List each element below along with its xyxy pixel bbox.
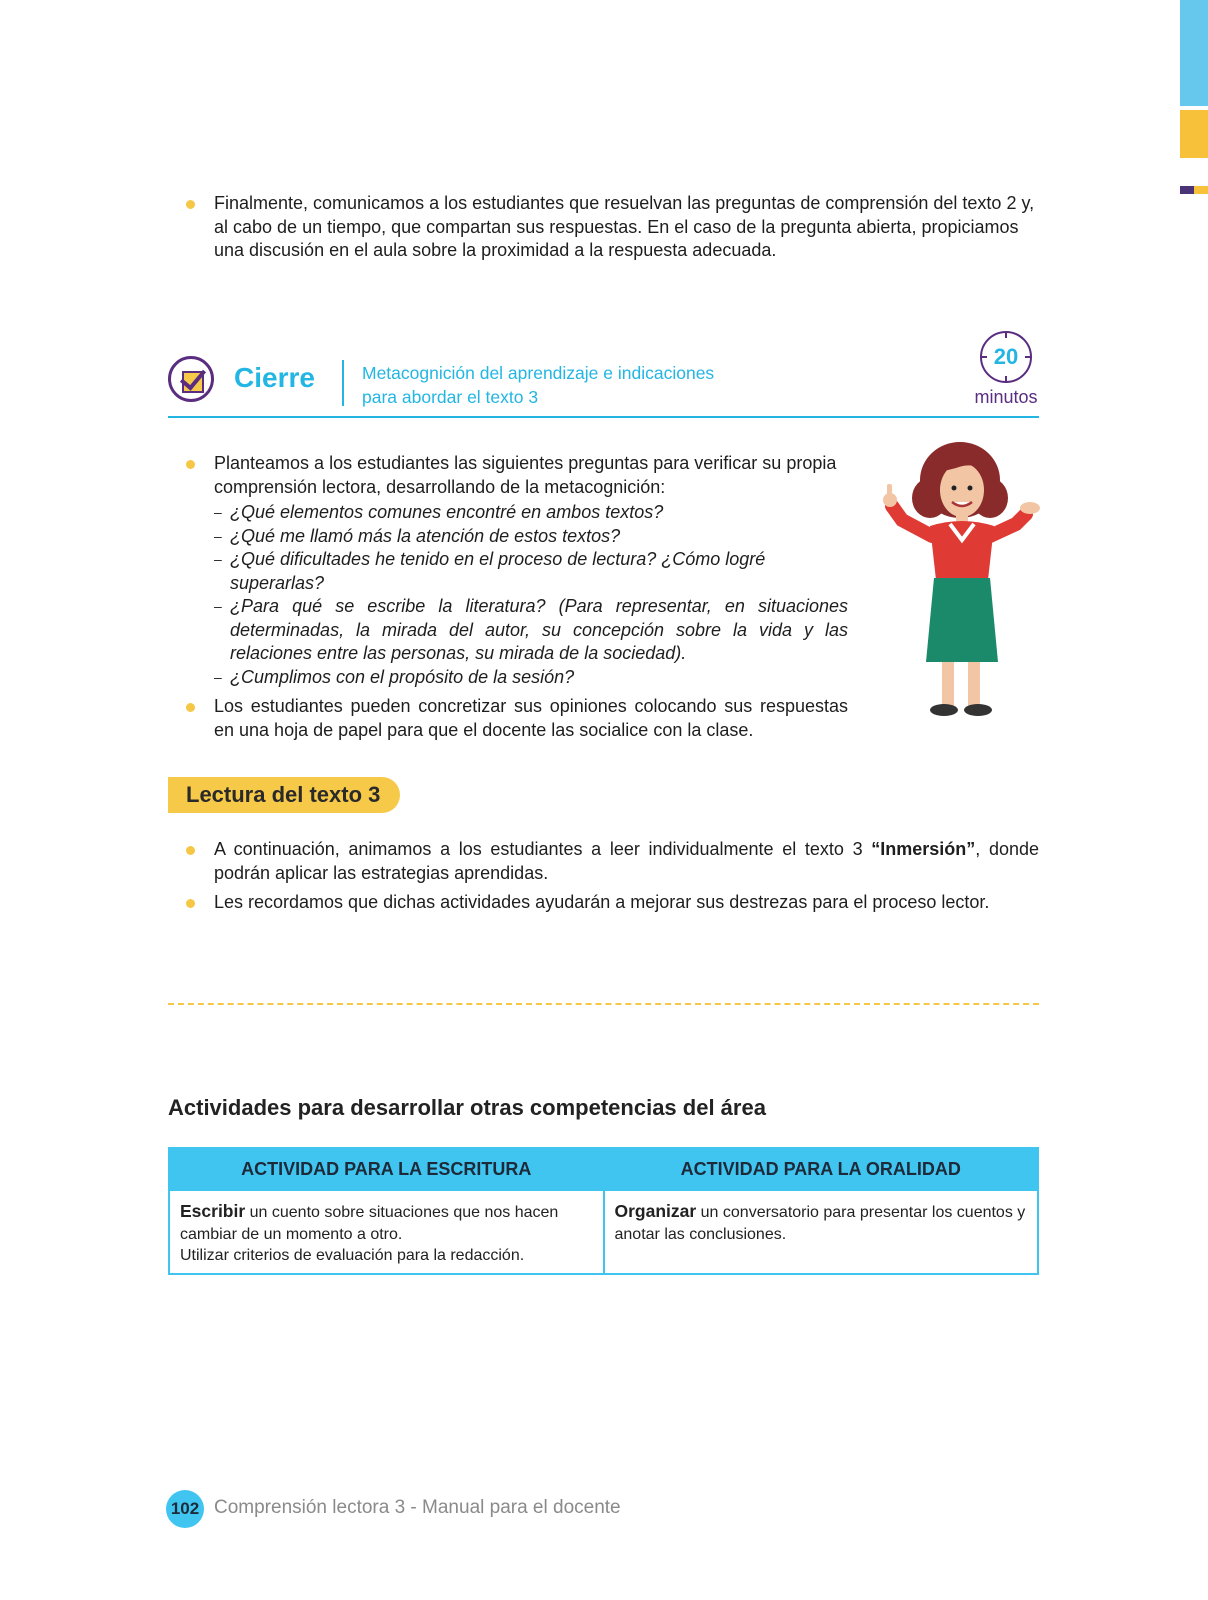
footer-title: Comprensión lectora 3 - Manual para el docente: [214, 1497, 621, 1518]
edge-tab-blue: [1180, 0, 1208, 106]
escritura-text: un cuento sobre situaciones que nos hacen cambiar de un momento a otro.: [180, 1204, 559, 1243]
timer-unit: minutos: [974, 387, 1038, 407]
section-divider: [168, 1003, 1039, 1005]
lectura-bullet-inmersion: [184, 838, 1039, 885]
cierre-bullet-opinions: Los estudiantes pueden concretizar sus opiniones colocando sus respuestas en una hoja de papel para que el docente las socialice con la clase.: [184, 695, 848, 742]
cierre-divider: [342, 360, 344, 406]
edge-mark-purple: [1180, 186, 1194, 194]
lectura-bullet-list: [184, 838, 1039, 921]
metacognition-question-list: [214, 501, 848, 689]
question-item: – ¿Qué elementos comunes encontré en ambos textos?: [214, 501, 848, 525]
lectura-bullet-destrezas: Les recordamos que dichas actividades ayudarán a mejorar sus destrezas para el proceso lector.: [184, 891, 1039, 915]
cierre-underline: [168, 416, 1039, 418]
actividades-title: Actividades para desarrollar otras competencias del área: [168, 1095, 766, 1120]
intro-bullet: Finalmente, comunicamos a los estudiantes que resuelvan las preguntas de comprensión del texto 2 y, al cabo de un tiempo, que compartan sus respuestas. En el caso de la pregunta abierta, propiciamos una discusión en el aula sobre la proximidad a la respuesta adecuada.: [184, 192, 1039, 263]
lectura-badge-label: Lectura del texto 3: [186, 782, 381, 807]
cell-oralidad: [604, 1190, 1039, 1274]
escritura-verb: Escribir: [180, 1201, 246, 1221]
cierre-title: Cierre: [234, 362, 315, 393]
teacher-illustration: [880, 440, 1040, 730]
cierre-bullet-list: [184, 452, 848, 748]
page-number: 102: [166, 1490, 204, 1528]
lectura-text-title: “Inmersión”: [871, 839, 976, 859]
lectura-bullet-pre: A continuación, animamos a los estudiantes a leer individualmente el texto 3: [214, 839, 872, 859]
oralidad-verb: Organizar: [614, 1201, 697, 1221]
oralidad-text: un conversatorio para presentar los cuentos y anotar las conclusiones.: [614, 1204, 1026, 1243]
cierre-subtitle: [362, 361, 714, 409]
cierre-subtitle-line2: para abordar el texto 3: [362, 387, 539, 407]
header-oralidad: ACTIVIDAD PARA LA ORALIDAD: [604, 1148, 1039, 1190]
timer-value: 20: [993, 344, 1019, 369]
cierre-subtitle-line1: Metacognición del aprendizaje e indicaciones: [362, 363, 715, 383]
escritura-line2: Utilizar criterios de evaluación para la redacción.: [180, 1247, 525, 1264]
table-header-row: [169, 1148, 1038, 1190]
edge-tab-yellow: [1180, 110, 1208, 158]
question-item: – ¿Qué dificultades he tenido en el proceso de lectura? ¿Cómo logré superarlas?: [214, 548, 848, 595]
question-item: – ¿Para qué se escribe la literatura? (Para representar, en situaciones determinadas, la mirada del autor, su concepción sobre la vida y las relaciones entre las personas, su mirada de la sociedad).: [214, 595, 848, 666]
actividades-table: [168, 1147, 1039, 1275]
cierre-bullet-text: Planteamos a los estudiantes las siguientes preguntas para verificar su propia comprensión lectora, desarrollando de la metacognición:: [214, 453, 837, 497]
intro-bullet-list: [184, 192, 1039, 269]
header-escritura: ACTIVIDAD PARA LA ESCRITURA: [169, 1148, 604, 1190]
question-item: – ¿Qué me llamó más la atención de estos textos?: [214, 525, 848, 549]
lectura-badge: [168, 777, 400, 813]
timer-icon: [980, 331, 1032, 383]
checklist-icon: [168, 356, 214, 402]
cell-escritura: [169, 1190, 604, 1274]
cierre-bullet-questions: [184, 452, 848, 689]
table-row: [169, 1190, 1038, 1274]
edge-mark-orange: [1194, 186, 1208, 194]
lectura-bullet-post: , donde podrán aplicar las estrategias aprendidas.: [214, 839, 1039, 883]
question-item: – ¿Cumplimos con el propósito de la sesión?: [214, 666, 848, 690]
